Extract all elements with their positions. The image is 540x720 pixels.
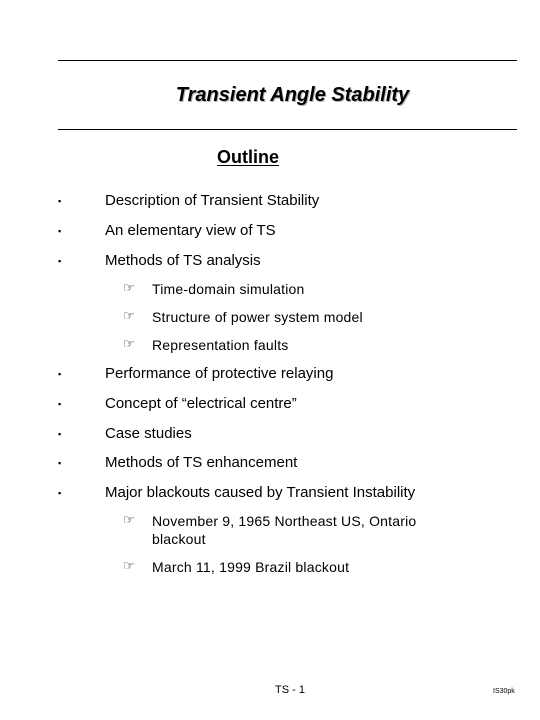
square-bullet-icon: ▪ [58, 256, 62, 266]
sub-list-item-text: March 11, 1999 Brazil blackout [152, 559, 350, 575]
list-item-text: Major blackouts caused by Transient Instability [105, 484, 416, 501]
square-bullet-icon: ▪ [58, 488, 62, 498]
square-bullet-icon: ▪ [58, 196, 62, 206]
list-item-text: Concept of “electrical centre” [105, 395, 297, 412]
square-bullet-icon: ▪ [58, 399, 62, 409]
square-bullet-icon: ▪ [58, 458, 62, 468]
pointing-hand-icon: ☞ [123, 512, 135, 527]
slide-title: Transient Angle Stability [175, 84, 410, 106]
list-item-text: An elementary view of TS [105, 222, 276, 239]
outline-heading: Outline [217, 147, 279, 167]
pointing-hand-icon: ☞ [123, 558, 135, 573]
list-item-text: Methods of TS enhancement [105, 454, 298, 471]
list-item-text: Case studies [105, 425, 192, 442]
bottom-rule [58, 129, 517, 130]
sub-list-item-text: Time-domain simulation [152, 281, 305, 297]
footer-code: IS30pk [493, 688, 515, 695]
pointing-hand-icon: ☞ [123, 280, 135, 295]
page-number: TS - 1 [275, 684, 305, 696]
list-item-text: Performance of protective relaying [105, 365, 334, 382]
top-rule [58, 60, 517, 61]
square-bullet-icon: ▪ [58, 226, 62, 236]
pointing-hand-icon: ☞ [123, 336, 135, 351]
sub-list-item-text: Structure of power system model [152, 309, 363, 325]
sub-list-item-text: Representation faults [152, 337, 289, 353]
pointing-hand-icon: ☞ [123, 308, 135, 323]
square-bullet-icon: ▪ [58, 429, 62, 439]
sub-list-item-text: November 9, 1965 Northeast US, Ontario blackout [152, 513, 417, 547]
list-item-text: Description of Transient Stability [105, 192, 320, 209]
list-item-text: Methods of TS analysis [105, 252, 261, 269]
square-bullet-icon: ▪ [58, 369, 62, 379]
